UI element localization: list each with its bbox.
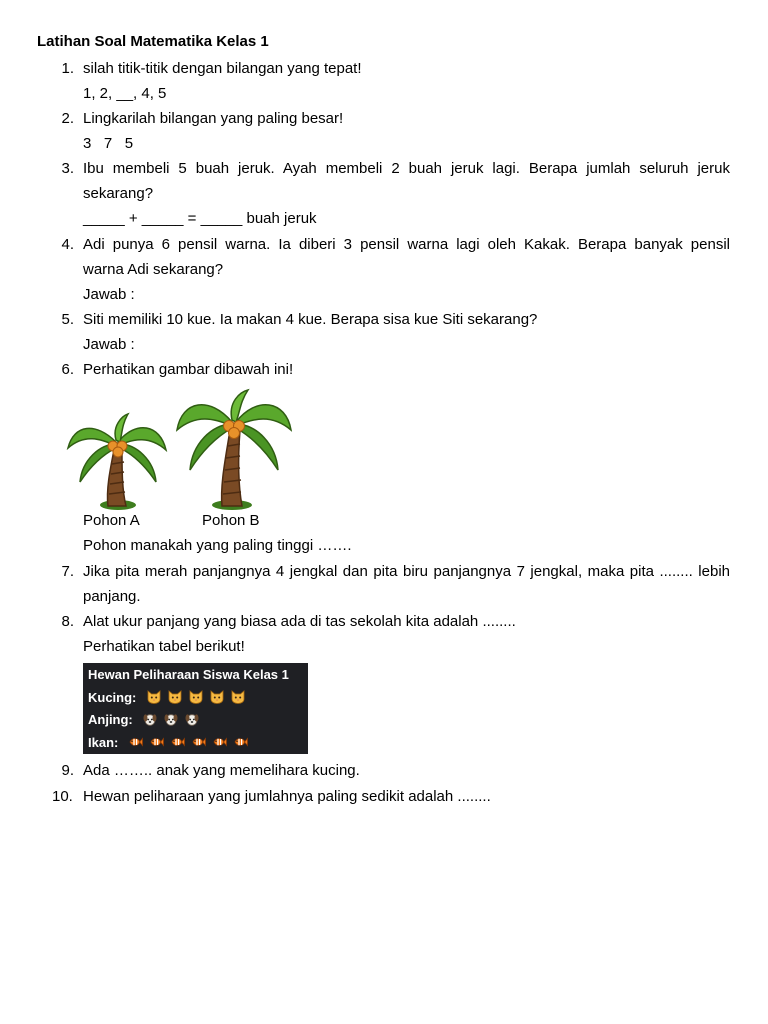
tree-a-label: Pohon A: [83, 512, 140, 529]
dog-icons: [136, 712, 199, 727]
question-text-cont: warna Adi sekarang?: [83, 261, 224, 278]
fish-icons: [122, 735, 248, 750]
question-number: 9.: [61, 762, 74, 779]
cat-face-icon: [168, 690, 182, 704]
cat-face-icon: [210, 690, 224, 704]
question-text: Hewan peliharaan yang jumlahnya paling sedikit adalah ........: [83, 788, 491, 805]
dog-face-icon: [185, 712, 199, 726]
pet-row-cat: [88, 688, 245, 708]
question-text-cont: panjang.: [83, 588, 141, 605]
tree-b-label: Pohon B: [202, 512, 260, 529]
question-text: Pohon manakah yang paling tinggi …….: [83, 537, 352, 554]
question-text: Lingkarilah bilangan yang paling besar!: [83, 110, 344, 127]
number-sequence: 1, 2, __, 4, 5: [83, 85, 167, 102]
fish-icon: [234, 735, 248, 749]
question-text: Jika pita merah panjangnya 4 jengkal dan pita biru panjangnya 7 jengkal, maka pita ........ lebih: [83, 563, 730, 580]
dog-face-icon: [164, 712, 178, 726]
cat-face-icon: [189, 690, 203, 704]
question-number: 7.: [61, 563, 74, 580]
question-text: Alat ukur panjang yang biasa ada di tas sekolah kita adalah ........: [83, 613, 516, 630]
cat-face-icon: [147, 690, 161, 704]
cat-icons: [140, 690, 245, 705]
worksheet-title: Latihan Soal Matematika Kelas 1: [37, 33, 269, 50]
question-number: 2.: [61, 110, 74, 127]
dog-face-icon: [143, 712, 157, 726]
pet-label: Kucing:: [88, 690, 137, 705]
pet-label: Ikan:: [88, 735, 119, 750]
table-instruction: Perhatikan tabel berikut!: [83, 638, 245, 655]
fish-icon: [171, 735, 185, 749]
fish-icon: [213, 735, 227, 749]
number-choices: 3 7 5: [83, 135, 134, 152]
question-text: Adi punya 6 pensil warna. Ia diberi 3 pensil warna lagi oleh Kakak. Berapa banyak pensil: [83, 236, 730, 253]
question-text: Siti memiliki 10 kue. Ia makan 4 kue. Berapa sisa kue Siti sekarang?: [83, 311, 538, 328]
question-text: Perhatikan gambar dibawah ini!: [83, 361, 294, 378]
fish-icon: [192, 735, 206, 749]
question-number: 10.: [52, 788, 73, 805]
question-number: 4.: [61, 236, 74, 253]
cat-face-icon: [231, 690, 245, 704]
pet-row-dog: [88, 710, 199, 730]
pet-label: Anjing:: [88, 712, 133, 727]
question-number: 3.: [61, 160, 74, 177]
question-number: 8.: [61, 613, 74, 630]
answer-label: Jawab :: [83, 336, 135, 353]
answer-blanks: _____ + _____ = _____ buah jeruk: [83, 210, 317, 227]
pet-table-title: Hewan Peliharaan Siswa Kelas 1: [88, 667, 289, 682]
palm-tree-a-image: [66, 412, 168, 512]
question-number: 1.: [61, 60, 74, 77]
question-text: silah titik-titik dengan bilangan yang tepat!: [83, 60, 362, 77]
question-text: Ibu membeli 5 buah jeruk. Ayah membeli 2 buah jeruk lagi. Berapa jumlah seluruh jeruk: [83, 160, 730, 177]
pet-table: [83, 663, 308, 754]
pet-row-fish: [88, 733, 248, 753]
question-number: 5.: [61, 311, 74, 328]
palm-tree-b-image: [174, 388, 294, 512]
question-text-cont: sekarang?: [83, 185, 154, 202]
answer-label: Jawab :: [83, 286, 135, 303]
question-text: Ada …….. anak yang memelihara kucing.: [83, 762, 360, 779]
fish-icon: [129, 735, 143, 749]
question-number: 6.: [61, 361, 74, 378]
fish-icon: [150, 735, 164, 749]
